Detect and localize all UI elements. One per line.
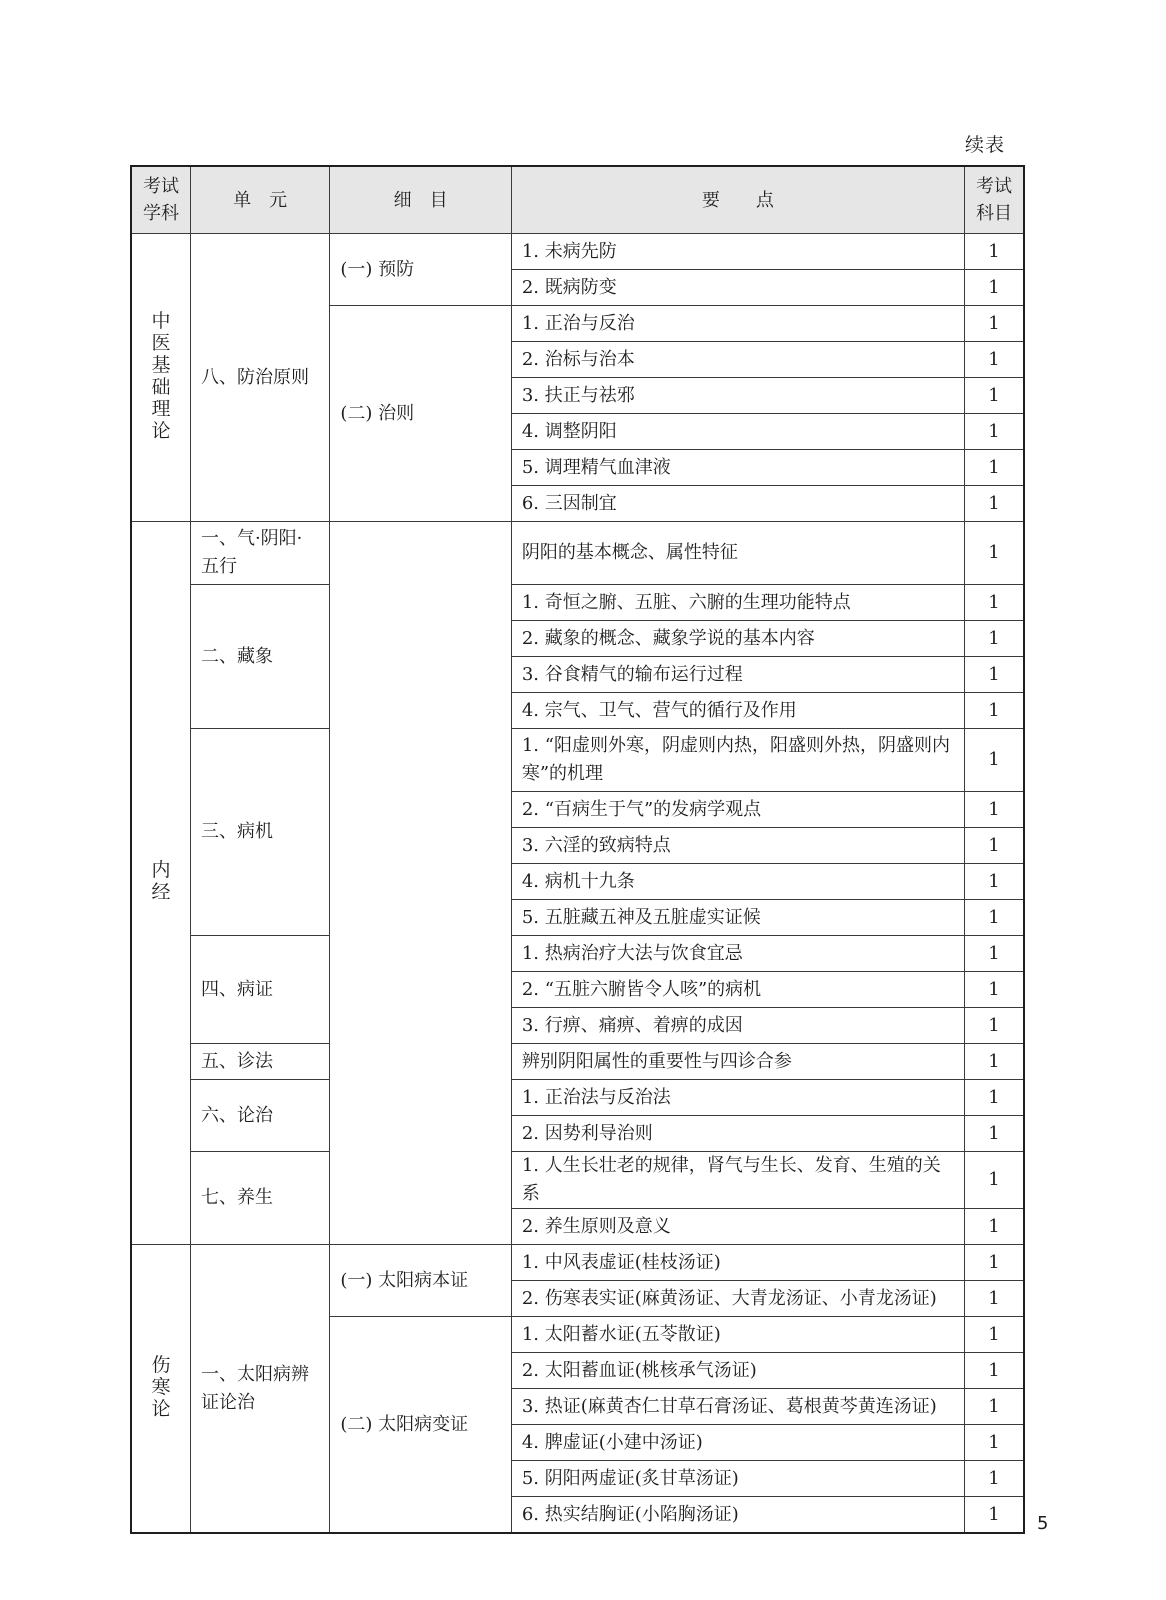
level-cell: 1 xyxy=(965,585,1025,621)
level-cell: 1 xyxy=(965,1044,1025,1080)
table-row xyxy=(131,1044,1024,1080)
point-cell: 阴阳的基本概念、属性特征 xyxy=(511,522,964,585)
level-cell: 1 xyxy=(965,657,1025,693)
level-cell: 1 xyxy=(965,1245,1025,1281)
point-cell: 1. 热病治疗大法与饮食宜忌 xyxy=(511,936,964,972)
point-cell: 1. 正治与反治 xyxy=(511,306,964,342)
level-cell: 1 xyxy=(965,792,1025,828)
point-cell: 辨别阴阳属性的重要性与四诊合参 xyxy=(511,1044,964,1080)
table-row xyxy=(131,585,1024,621)
point-cell: 6. 三因制宜 xyxy=(511,486,964,522)
header-subject: 考试学科 xyxy=(131,166,190,234)
table-row xyxy=(131,234,1024,270)
level-cell: 1 xyxy=(965,414,1025,450)
level-cell: 1 xyxy=(965,1461,1025,1497)
detail-cell-empty xyxy=(330,522,511,1245)
point-cell: 2. 伤寒表实证(麻黄汤证、大青龙汤证、小青龙汤证) xyxy=(511,1281,964,1317)
subject-cell: 伤寒论 xyxy=(131,1245,190,1534)
unit-cell: 七、养生 xyxy=(190,1152,329,1245)
table-row xyxy=(131,729,1024,792)
point-cell: 2. 养生原则及意义 xyxy=(511,1209,964,1245)
level-cell: 1 xyxy=(965,936,1025,972)
point-cell: 3. 六淫的致病特点 xyxy=(511,828,964,864)
level-cell: 1 xyxy=(965,729,1025,792)
table-row xyxy=(131,1080,1024,1116)
level-cell: 1 xyxy=(965,486,1025,522)
level-cell: 1 xyxy=(965,1497,1025,1534)
table-row xyxy=(131,1245,1024,1281)
table-row xyxy=(131,1152,1024,1209)
unit-cell: 二、藏象 xyxy=(190,585,329,729)
level-cell: 1 xyxy=(965,450,1025,486)
point-cell: 1. 中风表虚证(桂枝汤证) xyxy=(511,1245,964,1281)
level-cell: 1 xyxy=(965,378,1025,414)
point-cell: 1. 太阳蓄水证(五苓散证) xyxy=(511,1317,964,1353)
point-cell: 3. 谷食精气的输布运行过程 xyxy=(511,657,964,693)
header-detail: 细 目 xyxy=(330,166,511,234)
point-cell: 1. 未病先防 xyxy=(511,234,964,270)
table-header-row xyxy=(131,166,1024,234)
level-cell: 1 xyxy=(965,1209,1025,1245)
point-cell: 4. 脾虚证(小建中汤证) xyxy=(511,1425,964,1461)
point-cell: 3. 扶正与祛邪 xyxy=(511,378,964,414)
point-cell: 2. “五脏六腑皆令人咳”的病机 xyxy=(511,972,964,1008)
level-cell: 1 xyxy=(965,1425,1025,1461)
detail-cell: (二) 治则 xyxy=(330,306,511,522)
point-cell: 5. 五脏藏五神及五脏虚实证候 xyxy=(511,900,964,936)
level-cell: 1 xyxy=(965,693,1025,729)
point-cell: 6. 热实结胸证(小陷胸汤证) xyxy=(511,1497,964,1534)
point-cell: 2. 因势利导治则 xyxy=(511,1116,964,1152)
unit-cell: 八、防治原则 xyxy=(190,234,329,522)
level-cell: 1 xyxy=(965,270,1025,306)
detail-cell: (一) 预防 xyxy=(330,234,511,306)
header-unit: 单 元 xyxy=(190,166,329,234)
level-cell: 1 xyxy=(965,972,1025,1008)
header-point: 要 点 xyxy=(511,166,964,234)
point-cell: 5. 调理精气血津液 xyxy=(511,450,964,486)
point-cell: 4. 宗气、卫气、营气的循行及作用 xyxy=(511,693,964,729)
unit-cell: 四、病证 xyxy=(190,936,329,1044)
unit-cell: 一、气·阴阳·五行 xyxy=(190,522,329,585)
level-cell: 1 xyxy=(965,1389,1025,1425)
point-cell: 2. “百病生于气”的发病学观点 xyxy=(511,792,964,828)
level-cell: 1 xyxy=(965,828,1025,864)
level-cell: 1 xyxy=(965,234,1025,270)
page-number: 5 xyxy=(1037,1513,1049,1534)
point-cell: 3. 热证(麻黄杏仁甘草石膏汤证、葛根黄芩黄连汤证) xyxy=(511,1389,964,1425)
point-cell: 1. “阳虚则外寒，阴虚则内热，阳盛则外热，阴盛则内寒”的机理 xyxy=(511,729,964,792)
point-cell: 4. 调整阴阳 xyxy=(511,414,964,450)
point-cell: 4. 病机十九条 xyxy=(511,864,964,900)
unit-cell: 六、论治 xyxy=(190,1080,329,1152)
table-row xyxy=(131,522,1024,585)
level-cell: 1 xyxy=(965,621,1025,657)
level-cell: 1 xyxy=(965,1008,1025,1044)
point-cell: 5. 阴阳两虚证(炙甘草汤证) xyxy=(511,1461,964,1497)
level-cell: 1 xyxy=(965,342,1025,378)
point-cell: 2. 既病防变 xyxy=(511,270,964,306)
level-cell: 1 xyxy=(965,1080,1025,1116)
continued-table-label: 续表 xyxy=(965,134,1006,156)
level-cell: 1 xyxy=(965,306,1025,342)
level-cell: 1 xyxy=(965,900,1025,936)
unit-cell: 一、太阳病辨证论治 xyxy=(190,1245,329,1534)
level-cell: 1 xyxy=(965,1317,1025,1353)
level-cell: 1 xyxy=(965,522,1025,585)
table-row xyxy=(131,936,1024,972)
point-cell: 2. 藏象的概念、藏象学说的基本内容 xyxy=(511,621,964,657)
point-cell: 2. 治标与治本 xyxy=(511,342,964,378)
detail-cell: (二) 太阳病变证 xyxy=(330,1317,511,1534)
point-cell: 2. 太阳蓄血证(桃核承气汤证) xyxy=(511,1353,964,1389)
unit-cell: 五、诊法 xyxy=(190,1044,329,1080)
header-level: 考试科目 xyxy=(965,166,1025,234)
point-cell: 3. 行痹、痛痹、着痹的成因 xyxy=(511,1008,964,1044)
point-cell: 1. 奇恒之腑、五脏、六腑的生理功能特点 xyxy=(511,585,964,621)
subject-cell: 中医基础理论 xyxy=(131,234,190,522)
level-cell: 1 xyxy=(965,1281,1025,1317)
exam-syllabus-table xyxy=(130,165,1025,1534)
level-cell: 1 xyxy=(965,1152,1025,1209)
point-cell: 1. 人生长壮老的规律，肾气与生长、发育、生殖的关系 xyxy=(511,1152,964,1209)
detail-cell: (一) 太阳病本证 xyxy=(330,1245,511,1317)
point-cell: 1. 正治法与反治法 xyxy=(511,1080,964,1116)
subject-cell: 内经 xyxy=(131,522,190,1245)
level-cell: 1 xyxy=(965,1353,1025,1389)
unit-cell: 三、病机 xyxy=(190,729,329,936)
level-cell: 1 xyxy=(965,864,1025,900)
level-cell: 1 xyxy=(965,1116,1025,1152)
